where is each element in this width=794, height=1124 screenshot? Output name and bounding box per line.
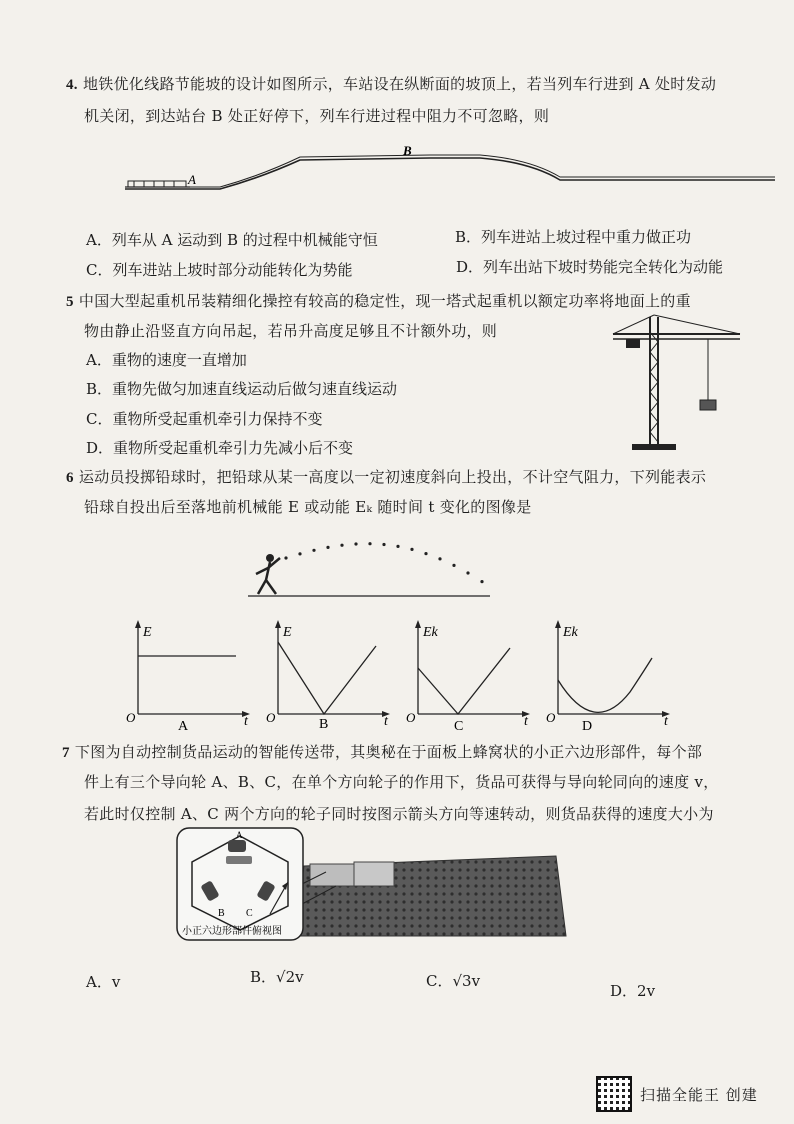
point-a-label: A — [188, 172, 196, 187]
graph-b[interactable] — [266, 620, 390, 732]
q4-number: 4. — [66, 77, 78, 93]
q4-text-1: 地铁优化线路节能坡的设计如图所示，车站设在纵断面的坡顶上，若当列车行进到 A 处时发动 — [82, 75, 717, 93]
q7-line1 — [62, 741, 702, 762]
q4-option-c[interactable]: C．列车进站上坡时部分动能转化为势能 — [86, 261, 353, 279]
trajectory-dot — [312, 549, 315, 552]
cargo-box-2 — [354, 862, 394, 886]
shot-put-figure — [240, 528, 500, 603]
q6-text-1: 运动员投掷铅球时，把铅球从某一高度以一定初速度斜向上投出，不计空气阻力，下列能表示 — [78, 468, 707, 486]
cargo-box-1 — [310, 864, 360, 886]
q4-slope-figure — [120, 140, 780, 200]
graph-a[interactable] — [126, 620, 250, 734]
q6-line2: 铅球自投出后至落地前机械能 E 或动能 Eₖ 随时间 t 变化的图像是 — [84, 498, 532, 516]
inset-caption: 小正六边形部件俯视图 — [182, 926, 282, 937]
wheel-c-label: C — [246, 908, 253, 919]
q5-option-a[interactable]: A．重物的速度一直增加 — [86, 351, 247, 369]
graph-d-letter: D — [582, 719, 593, 734]
trajectory-dot — [396, 545, 399, 548]
graph-c-letter: C — [454, 719, 464, 734]
trajectory-dot — [284, 556, 287, 559]
q7-line2: 件上有三个导向轮 A、B、C，在单个方向轮子的作用下，货品可获得与导向轮同向的速度 v， — [84, 773, 719, 791]
q6-graphs — [118, 618, 678, 738]
graph-a-letter: A — [178, 719, 189, 734]
q5-option-b[interactable]: B．重物先做匀加速直线运动后做匀速直线运动 — [86, 380, 398, 398]
tower-crane-figure — [608, 312, 748, 457]
point-b-label: B — [403, 143, 412, 158]
athlete-icon — [256, 558, 280, 594]
trajectory-dot — [480, 580, 483, 583]
q4-line2: 机关闭，到达站台 B 处正好停下，列车行进过程中阻力不可忽略，则 — [84, 107, 550, 125]
graph-c[interactable] — [406, 620, 530, 734]
trajectory-dot — [438, 557, 441, 560]
graph-d-origin: O — [546, 710, 556, 725]
graph-a-origin: O — [126, 710, 136, 725]
q7-option-c[interactable]: C．√3v — [426, 972, 481, 990]
graph-a-xlabel: t — [244, 714, 248, 729]
trajectory-dot — [298, 552, 301, 555]
graph-c-ylabel: Ek — [423, 625, 438, 640]
graph-b-xlabel: t — [384, 714, 388, 729]
trajectory-dot — [466, 571, 469, 574]
graph-b-origin: O — [266, 710, 276, 725]
q5-text-1: 中国大型起重机吊装精细化操控有较高的稳定性，现一塔式起重机以额定功率将地面上的重 — [78, 292, 691, 310]
trajectory-dot — [368, 542, 371, 545]
q4-option-d[interactable]: D．列车出站下坡时势能完全转化为动能 — [456, 258, 724, 276]
q5-option-d[interactable]: D．重物所受起重机牵引力先减小后不变 — [86, 439, 354, 457]
q7-number: 7 — [62, 745, 70, 761]
graph-d-xlabel: t — [664, 714, 668, 729]
wheel-b-label: B — [218, 908, 225, 919]
q6-line1 — [66, 466, 706, 487]
train-icon — [128, 181, 186, 187]
trajectory-dot — [410, 548, 413, 551]
qr-code-icon — [596, 1076, 632, 1112]
graph-d[interactable] — [546, 620, 670, 734]
trajectory-dot — [326, 546, 329, 549]
q4-option-b[interactable]: B．列车进站上坡过程中重力做正功 — [455, 228, 692, 246]
q7-text-1: 下图为自动控制货品运动的智能传送带，其奥秘在于面板上蜂窝状的小正六边形部件，每个部 — [74, 743, 703, 761]
q4-option-a[interactable]: A．列车从 A 运动到 B 的过程中机械能守恒 — [86, 231, 378, 249]
trajectory-dot — [382, 543, 385, 546]
graph-b-ylabel: E — [283, 625, 292, 640]
q5-line1 — [66, 290, 691, 311]
graph-b-letter: B — [319, 717, 329, 732]
q7-option-a[interactable]: A．v — [86, 973, 121, 991]
graph-c-xlabel: t — [524, 714, 528, 729]
wheel-a-label: A — [236, 830, 243, 840]
graph-a-ylabel: E — [143, 625, 152, 640]
conveyor-figure — [176, 826, 596, 946]
watermark-text: 扫描全能王 创建 — [640, 1085, 758, 1104]
trajectory-dot — [452, 564, 455, 567]
q5-line2: 物由静止沿竖直方向吊起，若吊升高度足够且不计额外功，则 — [84, 322, 498, 340]
q7-line3: 若此时仅控制 A、C 两个方向的轮子同时按图示箭头方向等速转动，则货品获得的速度大小为 — [84, 805, 714, 823]
q5-number: 5 — [66, 294, 74, 310]
trajectory-dot — [354, 542, 357, 545]
scanner-watermark — [596, 1076, 758, 1112]
trajectory-dot — [340, 544, 343, 547]
trajectory-dot — [424, 552, 427, 555]
q7-option-d[interactable]: D．2v — [610, 982, 656, 1000]
graph-c-origin: O — [406, 710, 416, 725]
graph-d-ylabel: Ek — [563, 625, 578, 640]
q6-number: 6 — [66, 470, 74, 486]
q5-option-c[interactable]: C．重物所受起重机牵引力保持不变 — [86, 410, 323, 428]
q4-line1 — [66, 73, 716, 94]
q7-option-b[interactable]: B．√2v — [250, 968, 304, 986]
